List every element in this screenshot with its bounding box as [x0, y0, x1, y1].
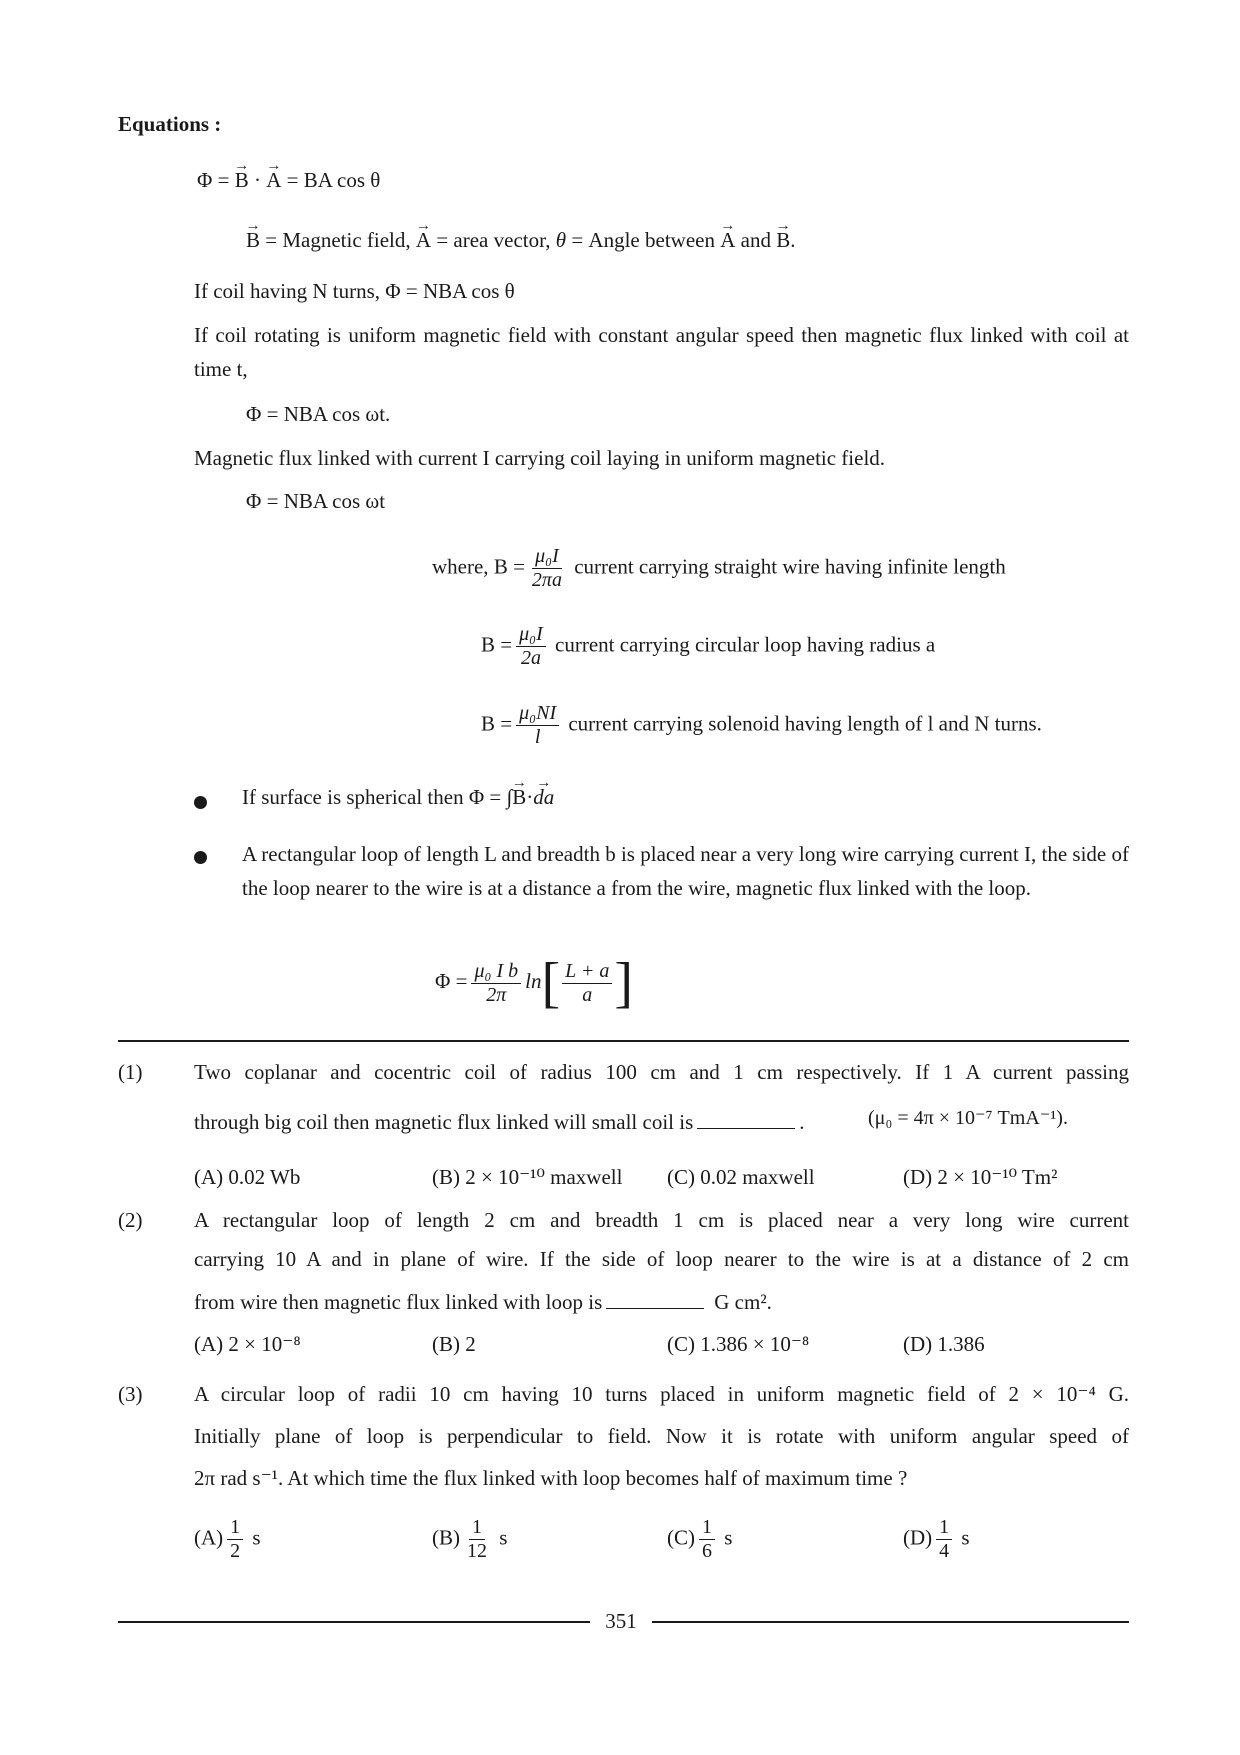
option-a[interactable]: (A) 2 × 10⁻⁸ [194, 1332, 301, 1356]
current-text: Magnetic flux linked with current I carrying coil laying in uniform magnetic field. [194, 446, 886, 470]
option-d[interactable]: (D) 2 × 10⁻¹⁰ Tm² [903, 1165, 1058, 1189]
loop-flux-equation: Φ = $\frac{\text{μ₀ I b}}{2\pi}$ ln[ $\frac{L + a}{a}$ ] [435, 952, 634, 1014]
option-d[interactable]: (D) 1.386 [903, 1332, 985, 1356]
bullet-dot [194, 851, 207, 864]
flux-equation: Φ = → B · → A = BA cos θ [197, 168, 380, 193]
option-c[interactable]: (C) 1.386 × 10⁻⁸ [667, 1332, 810, 1356]
question-text: through big coil then magnetic flux linked will small coil is . [194, 1110, 805, 1134]
question-text: from wire then magnetic flux linked with loop is G cm². [194, 1290, 772, 1314]
answer-blank[interactable] [697, 1112, 795, 1129]
where-line-solenoid: B = $\frac{\text{μ₀NI}}{l}$ current carrying solenoid having length of l and N turns. [481, 702, 1042, 748]
section-heading: Equations : [118, 112, 222, 136]
question-text: 2π rad s⁻¹. At which time the flux linked with loop becomes half of maximum time ? [194, 1466, 908, 1490]
option-c[interactable]: (C) 0.02 maxwell [667, 1165, 815, 1189]
question-text: A circular loop of radii 10 cm having 10 turns placed in uniform magnetic field of 2 × 10⁻⁴ G. [194, 1382, 1129, 1406]
rotating-text: If coil rotating is uniform magnetic field with constant angular speed then magnetic flux linked with coil at time t, [194, 323, 1129, 381]
option-d[interactable]: (D) $\frac{1}{4}$ s [903, 1516, 970, 1562]
option-b[interactable]: (B) 2 × 10⁻¹⁰ maxwell [432, 1165, 623, 1189]
answer-blank[interactable] [606, 1292, 704, 1309]
option-b[interactable]: (B) 2 [432, 1332, 476, 1356]
question-text: A rectangular loop of length 2 cm and breadth 1 cm is placed near a very long wire current [194, 1208, 1129, 1232]
spherical-surface-text: If surface is spherical then Φ = ∫→ B·→ da [242, 785, 554, 810]
current-equation: Φ = NBA cos ωt [246, 489, 386, 513]
page-number: 351 [605, 1609, 637, 1633]
footer-rule-left [118, 1621, 590, 1623]
option-a[interactable]: (A) $\frac{1}{2}$ s [194, 1516, 261, 1562]
rectangular-loop-text: A rectangular loop of length L and breadth b is placed near a very long wire carrying current I, the side of the loop nearer to the wire is at a distance a from the wire, magnetic flux linked with the loop. [242, 842, 1129, 900]
question-number: (3) [118, 1382, 143, 1406]
section-divider [118, 1040, 1129, 1042]
option-c[interactable]: (C) $\frac{1}{6}$ s [667, 1516, 733, 1562]
question-number: (2) [118, 1208, 143, 1232]
option-a[interactable]: (A) 0.02 Wb [194, 1165, 301, 1189]
rotating-equation: Φ = NBA cos ωt. [246, 402, 391, 426]
question-text: Two coplanar and cocentric coil of radius 100 cm and 1 cm respectively. If 1 A current passing [194, 1060, 1129, 1084]
n-turns-text: If coil having N turns, Φ = NBA cos θ [194, 279, 515, 303]
option-b[interactable]: (B) $\frac{1}{12}$ s [432, 1516, 508, 1562]
bullet-dot [194, 796, 207, 809]
question-text: carrying 10 A and in plane of wire. If the side of loop nearer to the wire is at a distance of 2 cm [194, 1247, 1129, 1271]
constant-value: (μ₀ = 4π × 10⁻⁷ TmA⁻¹). [868, 1107, 1068, 1129]
question-text: Initially plane of loop is perpendicular to field. Now it is rotate with uniform angular speed of [194, 1424, 1129, 1448]
where-line-wire: where, B = $\frac{\text{μ₀I}}{2\pi a}$ current carrying straight wire having infinite length [432, 545, 1006, 591]
footer-rule-right [652, 1621, 1129, 1623]
where-line-loop: B = $\frac{\text{μ₀I}}{2a}$ current carrying circular loop having radius a [481, 623, 936, 669]
definition-line: → B = Magnetic field, → A = area vector, θ = Angle between → A and → B. [246, 228, 796, 253]
question-number: (1) [118, 1060, 143, 1084]
